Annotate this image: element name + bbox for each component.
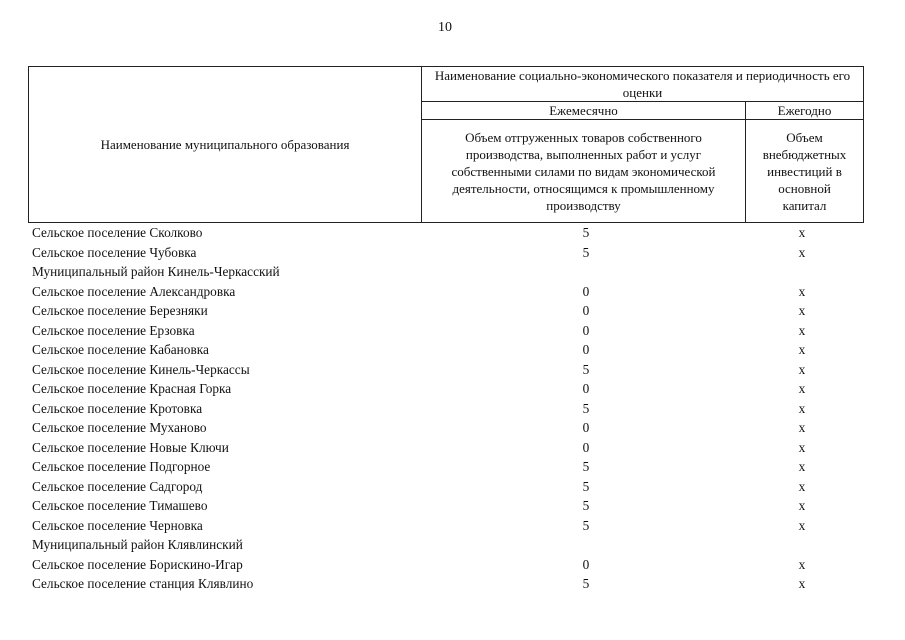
municipality-name: Сельское поселение Борискино-Игар [32,556,243,572]
municipality-name: Сельское поселение Березняки [32,303,208,318]
table-row [32,477,872,497]
municipality-name: Сельское поселение Ерзовка [32,322,195,338]
table-row [32,496,872,516]
municipality-name: Сельское поселение Сколково [32,225,203,240]
municipality-name: Муниципальный район Клявлинский [32,537,243,552]
indicator-2-value: х [798,556,806,572]
indicator-1-value: 5 [582,225,590,240]
indicator-1-value: 0 [582,556,590,572]
header-monthly: Ежемесячно [549,103,618,118]
indicator-2-value: х [798,478,806,494]
municipality-name: Сельское поселение Садгород [32,478,203,494]
municipality-name: Сельское поселение Кинель-Черкассы [32,361,250,377]
indicator-1-value: 5 [582,478,590,494]
municipality-name: Сельское поселение Кротовка [32,400,203,416]
indicator-2-value: х [798,498,806,513]
indicator-1-value: 0 [582,322,590,338]
indicator-1-value: 5 [582,459,590,474]
table-header [28,66,864,223]
page-number: 10 [438,20,452,35]
header-indicator-2: Объем внебюджетных инвестиций в основной капитал [762,129,847,213]
indicator-2-value: х [798,322,806,338]
indicator-2-value: х [798,576,806,591]
indicator-2-value: х [798,342,806,357]
indicator-2-value: х [798,283,806,299]
table-row [32,574,872,594]
indicator-1-value: 5 [582,244,590,260]
municipality-name: Сельское поселение Кабановка [32,342,209,357]
indicator-2-value: х [798,400,806,416]
table-row [32,262,872,282]
table-row [32,535,872,555]
municipality-name: Сельское поселение Новые Ключи [32,439,229,455]
table-row [32,399,872,419]
indicator-2-value: х [798,420,806,435]
header-yearly: Ежегодно [777,103,832,118]
indicator-2-value: х [798,244,806,260]
header-indicator-group: Наименование социально-экономического показателя и периодичность его оценки [434,68,851,100]
municipality-name: Сельское поселение Муханово [32,420,207,435]
table-row [32,360,872,380]
indicator-1-value: 5 [582,498,590,513]
table-row [32,555,872,575]
indicator-2-value: х [798,225,806,240]
indicator-1-value: 0 [582,439,590,455]
table-body [32,223,872,594]
table-row [32,438,872,458]
header-municipality: Наименование муниципального образования [100,137,350,152]
municipality-name: Сельское поселение станция Клявлино [32,576,254,591]
indicator-2-value: х [798,303,806,318]
municipality-name: Сельское поселение Красная Горка [32,381,232,396]
municipality-name: Сельское поселение Тимашево [32,498,208,513]
table-row [32,301,872,321]
indicator-1-value: 0 [582,381,590,396]
table-row [32,340,872,360]
municipality-name: Сельское поселение Чубовка [32,244,197,260]
indicator-2-value: х [798,459,806,474]
table-row [32,457,872,477]
indicator-1-value: 5 [582,400,590,416]
table-row [32,516,872,536]
municipality-name: Сельское поселение Подгорное [32,459,211,474]
indicator-2-value: х [798,381,806,396]
indicator-1-value: 5 [582,517,590,533]
municipality-name: Сельское поселение Черновка [32,517,203,533]
table-row [32,379,872,399]
indicator-1-value: 0 [582,303,590,318]
table-row [32,243,872,263]
indicator-1-value: 0 [582,420,590,435]
indicator-2-value: х [798,517,806,533]
table-row [32,418,872,438]
indicator-1-value: 0 [582,342,590,357]
municipality-name: Муниципальный район Кинель-Черкасский [32,264,280,279]
table-row [32,223,872,243]
table-row [32,282,872,302]
indicator-1-value: 5 [582,576,590,591]
header-indicator-1: Объем отгруженных товаров собственного производства, выполненных работ и услуг собственными силами по видам экономической деятельности, относящимся к промышленному производству [451,129,716,213]
indicator-2-value: х [798,361,806,377]
table-row [32,321,872,341]
indicator-1-value: 0 [582,283,590,299]
indicator-1-value: 5 [582,361,590,377]
municipality-name: Сельское поселение Александровка [32,283,236,299]
indicator-2-value: х [798,439,806,455]
